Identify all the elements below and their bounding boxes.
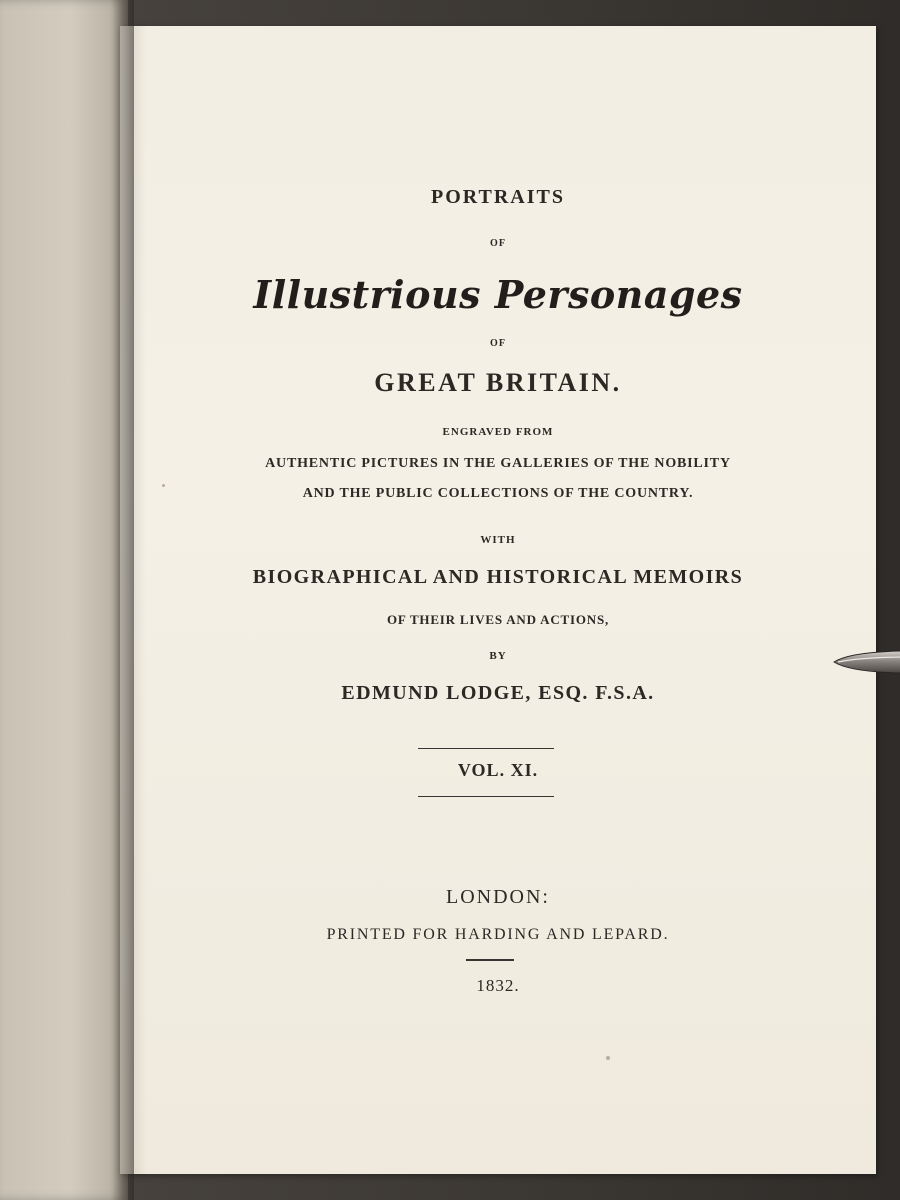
blackletter-title: Illustrious Personages [253,272,743,317]
subtitle-line-1: AUTHENTIC PICTURES IN THE GALLERIES OF THE NOBILITY [265,456,731,471]
connector-by: BY [489,650,507,662]
connector-of-2: OF [490,338,506,349]
title-page-text [120,26,876,1174]
engraved-from: ENGRAVED FROM [442,426,554,438]
subtitle-lives: OF THEIR LIVES AND ACTIONS, [386,612,610,627]
heading-biographical: BIOGRAPHICAL AND HISTORICAL MEMOIRS [252,566,744,588]
author-name: EDMUND LODGE, ESQ. F.S.A. [341,682,655,704]
imprint-printer: PRINTED FOR HARDING AND LEPARD. [326,926,670,943]
subtitle-line-2: AND THE PUBLIC COLLECTIONS OF THE COUNTRY. [302,486,694,501]
imprint-year: 1832. [476,976,520,995]
paper-speck [606,1056,610,1060]
connector-with: WITH [480,534,516,546]
volume-number: VOL. XI. [457,760,539,780]
imprint-city: LONDON: [446,886,550,908]
volume-rule-top [418,748,554,749]
connector-of-1: OF [490,238,506,249]
left-facing-page [0,0,128,1200]
heading-great-britain: GREAT BRITAIN. [374,368,622,397]
heading-portraits: PORTRAITS [431,186,565,208]
paper-speck [162,484,165,487]
volume-rule-bottom [418,796,554,797]
imprint-rule [466,959,514,961]
